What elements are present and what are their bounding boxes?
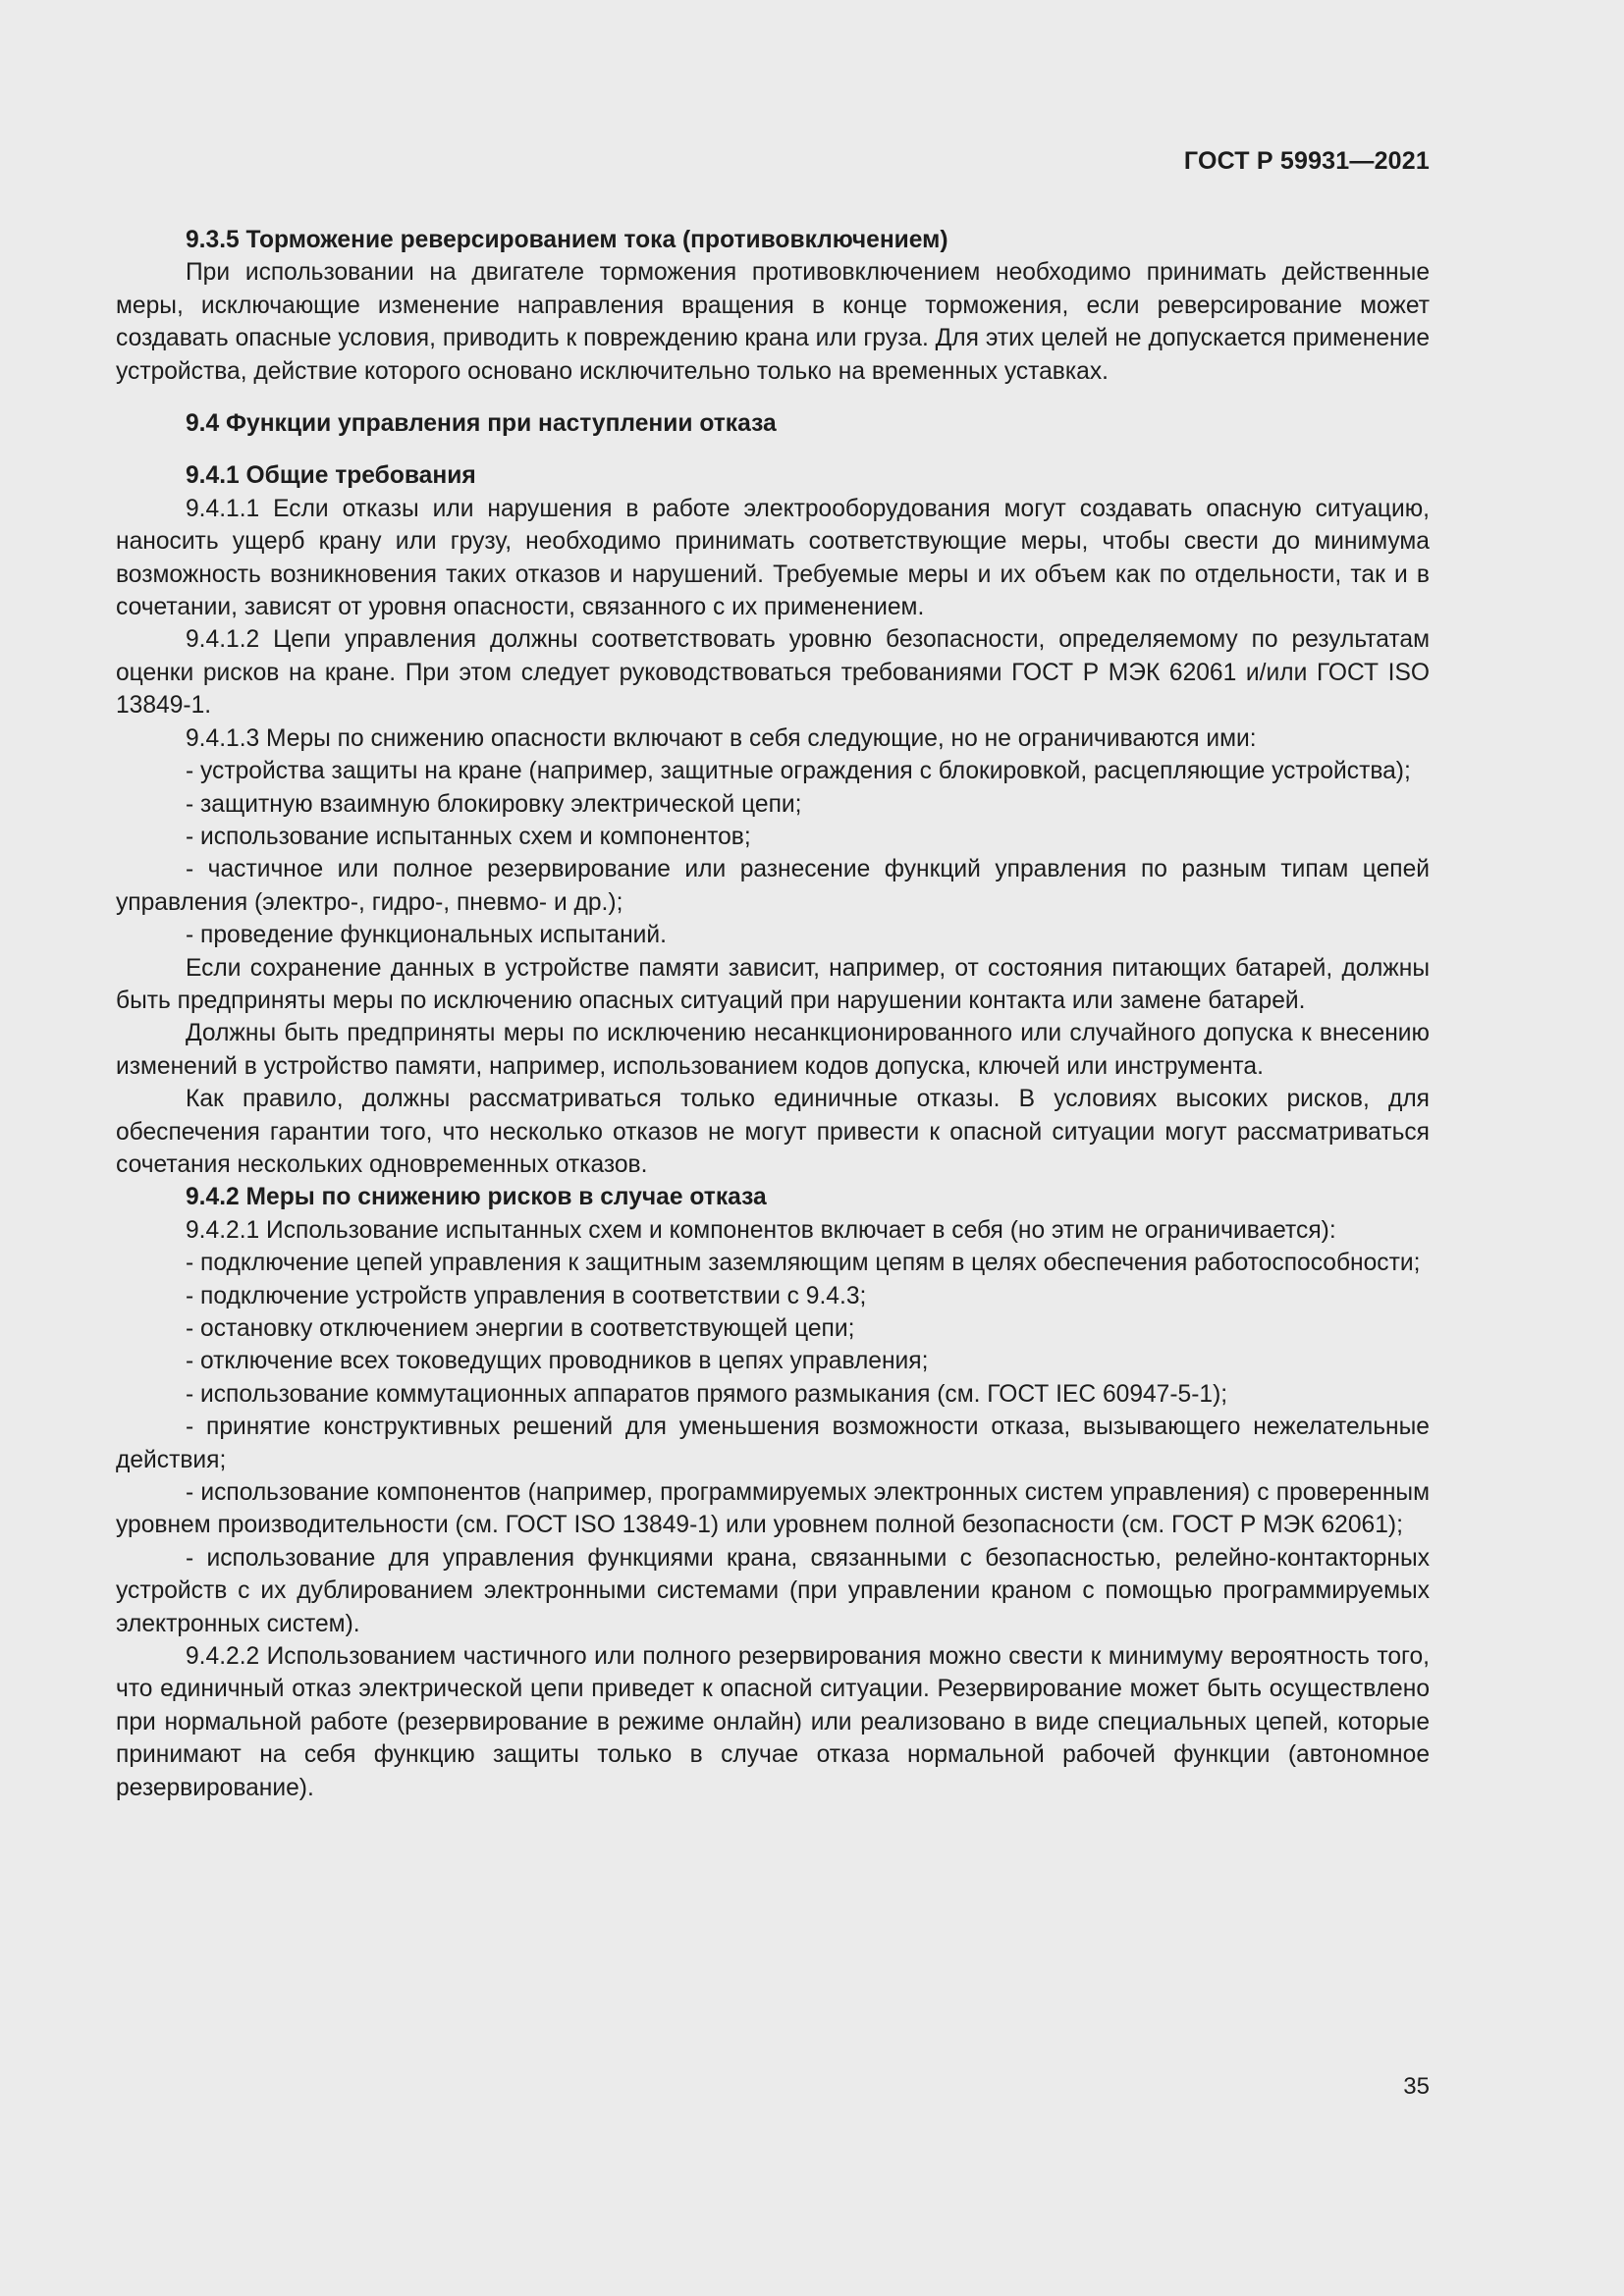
body-paragraph: - проведение функциональных испытаний.: [186, 922, 667, 949]
body-paragraph: 9.4.2.2 Использованием частичного или полного резервирования можно свести к минимуму вероятность того, что единичный отказ электрической цепи приведет к опасной ситуации. Резервирование может быть осуществлено при нормальной работе (резервирование в режиме онлайн) или реализовано в виде специальных цепей, которые принимают на себя функцию защиты только в случае отказа нормальной рабочей функции (автономное резервирование).: [116, 1643, 1430, 1801]
body-paragraph: - остановку отключением энергии в соответствующей цепи;: [186, 1315, 855, 1342]
body-paragraph: - использование компонентов (например, программируемых электронных систем управления) с проверенным уровнем производительности (см. ГОСТ ISO 13849-1) или уровнем полной безопасности (см. ГОСТ Р МЭК 62061);: [116, 1479, 1430, 1539]
document-header: ГОСТ Р 59931—2021: [1183, 147, 1430, 175]
body-paragraph: 9.4.2.1 Использование испытанных схем и компонентов включает в себя (но этим не ограничивается):: [186, 1216, 1336, 1244]
body-paragraph: - частичное или полное резервирование или разнесение функций управления по разным типам цепей управления (электро-, гидро-, пневмо- и др.);: [116, 856, 1430, 916]
page-number: 35: [1403, 2073, 1430, 2100]
body-paragraph: 9.4.1.1 Если отказы или нарушения в работе электрооборудования могут создавать опасную ситуацию, наносить ущерб крану или грузу, необходимо принимать соответствующие меры, чтобы свести до минимума возможность возникновения таких отказов и нарушений. Требуемые меры и их объем как по отдельности, так и в сочетании, зависят от уровня опасности, связанного с их применением.: [116, 495, 1430, 621]
body-paragraph: - принятие конструктивных решений для уменьшения возможности отказа, вызывающего нежелательные действия;: [116, 1414, 1430, 1473]
body-paragraph: Если сохранение данных в устройстве памяти зависит, например, от состояния питающих батарей, должны быть предприняты меры по исключению опасных ситуаций при нарушении контакта или замене батарей.: [116, 954, 1430, 1014]
body-paragraph: - подключение цепей управления к защитным заземляющим цепям в целях обеспечения работоспособности;: [186, 1250, 1421, 1277]
body-paragraph: - защитную взаимную блокировку электрической цепи;: [186, 790, 802, 818]
body-paragraph: 9.4.1.3 Меры по снижению опасности включают в себя следующие, но не ограничиваются ими:: [186, 724, 1257, 752]
body-paragraph: - использование для управления функциями крана, связанными с безопасностью, релейно-контакторных устройств с их дублированием электронными системами (при управлении краном с помощью программируемых электронных систем).: [116, 1544, 1430, 1637]
body-paragraph: При использовании на двигателе торможения противовключением необходимо принимать действенные меры, исключающие изменение направления вращения в конце торможения, если реверсирование может создавать опасные условия, приводить к повреждению крана или груза. Для этих целей не допускается применение устройства, действие которого основано исключительно только на временных уставках.: [116, 259, 1430, 385]
body-paragraph: - подключение устройств управления в соответствии с 9.4.3;: [186, 1282, 867, 1309]
body-paragraph: Как правило, должны рассматриваться только единичные отказы. В условиях высоких рисков, для обеспечения гарантии того, что несколько отказов не могут привести к опасной ситуации могут рассматриваться сочетания нескольких одновременных отказов.: [116, 1086, 1430, 1178]
section-heading: 9.4.2 Меры по снижению рисков в случае отказа: [186, 1184, 767, 1211]
body-paragraph: - устройства защиты на кране (например, защитные ограждения с блокировкой, расцепляющие устройства);: [186, 758, 1411, 785]
section-heading: 9.4.1 Общие требования: [186, 462, 476, 490]
document-body: [116, 224, 1430, 1804]
section-heading: 9.4 Функции управления при наступлении отказа: [186, 410, 777, 438]
body-paragraph: Должны быть предприняты меры по исключению несанкционированного или случайного допуска к внесению изменений в устройство памяти, например, использованием кодов допуска, ключей или инструмента.: [116, 1020, 1430, 1080]
body-paragraph: - отключение всех токоведущих проводников в цепях управления;: [186, 1348, 929, 1375]
body-paragraph: - использование испытанных схем и компонентов;: [186, 823, 751, 850]
body-paragraph: 9.4.1.2 Цепи управления должны соответствовать уровню безопасности, определяемому по результатам оценки рисков на кране. При этом следует руководствоваться требованиями ГОСТ Р МЭК 62061 и/или ГОСТ ISO 13849-1.: [116, 626, 1430, 720]
section-heading: 9.3.5 Торможение реверсированием тока (противовключением): [186, 227, 948, 253]
body-paragraph: - использование коммутационных аппаратов прямого размыкания (см. ГОСТ IEC 60947-5-1);: [186, 1380, 1228, 1408]
